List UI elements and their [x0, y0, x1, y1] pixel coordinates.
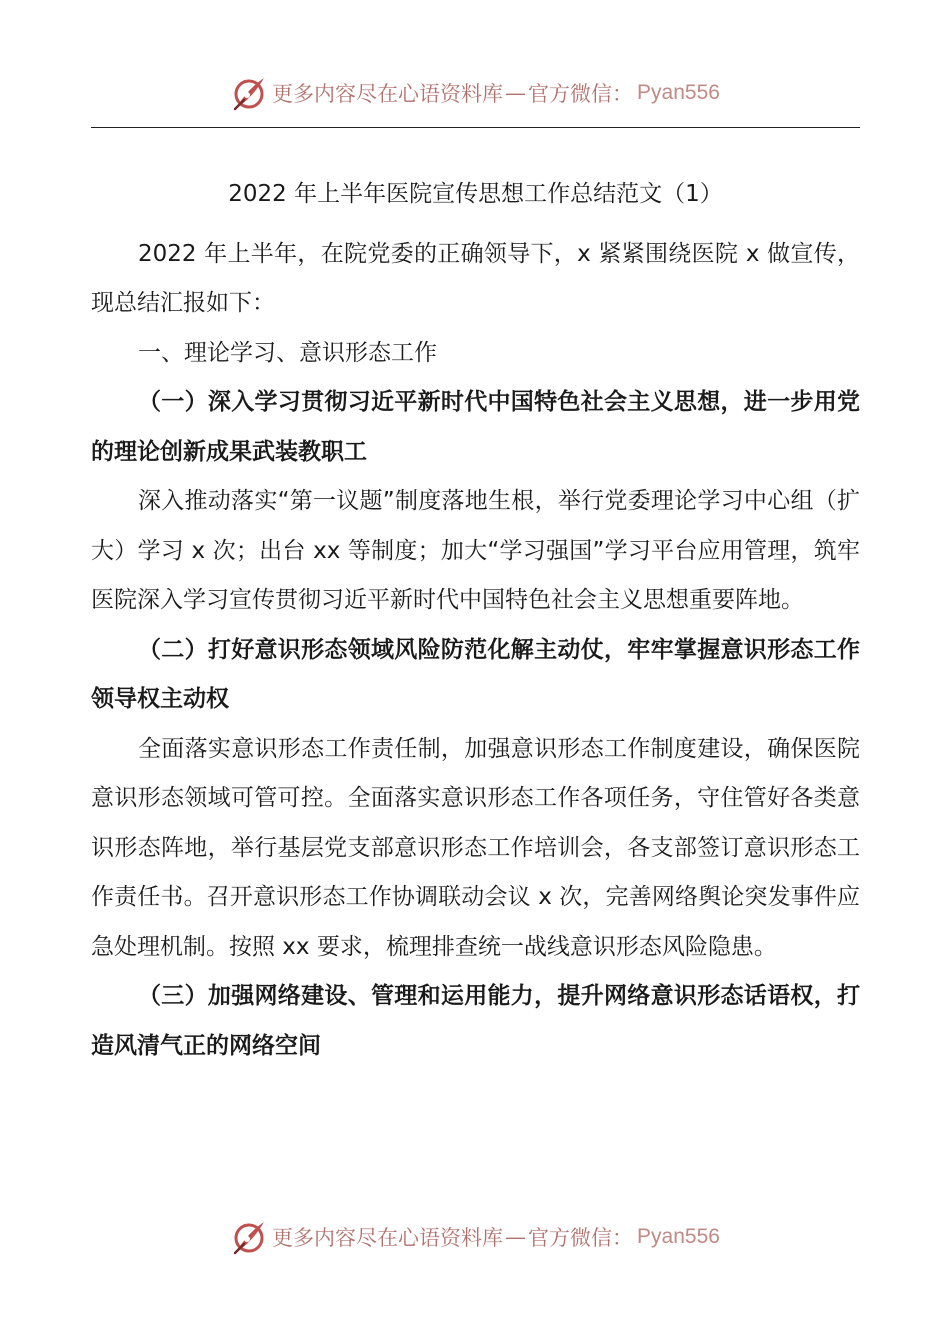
- subsection-1-body: 深入推动落实“第一议题”制度落地生根，举行党委理论学习中心组（扩大）学习 x 次；出台 xx 等制度；加大“学习强国”学习平台应用管理，筑牢医院深入学习宣传贯彻习近平新时代中国特色社会主义思想重要阵地。: [91, 488, 860, 613]
- wechat-id: Pyan556: [637, 81, 720, 104]
- section-1-heading: 一、理论学习、意识形态工作: [138, 339, 437, 366]
- subsection-3-heading: （三）加强网络建设、管理和运用能力，提升网络意识形态话语权，打造风清气正的网络空间: [91, 983, 860, 1059]
- wechat-label: 官方微信：: [528, 1226, 634, 1250]
- header-divider: [91, 127, 860, 128]
- wechat-id: Pyan556: [637, 1225, 720, 1248]
- brand-text: 更多内容尽在心语资料库: [272, 82, 504, 106]
- document-title: 2022 年上半年医院宣传思想工作总结范文（1）: [228, 181, 723, 207]
- intro-paragraph: 2022 年上半年，在院党委的正确领导下，x 紧紧围绕医院 x 做宣传，现总结汇报如下：: [91, 240, 860, 316]
- banner-separator: —: [505, 81, 527, 105]
- quill-logo-icon: [230, 74, 268, 112]
- subsection-1-heading: （一）深入学习贯彻习近平新时代中国特色社会主义思想，进一步用党的理论创新成果武装教职工: [91, 389, 860, 465]
- subsection-2-body: 全面落实意识形态工作责任制，加强意识形态工作制度建设，确保医院意识形态领域可管可控。全面落实意识形态工作各项任务，守住管好各类意识形态阵地，举行基层党支部意识形态工作培训会，各支部签订意识形态工作责任书。召开意识形态工作协调联动会议 x 次，完善网络舆论突发事件应急处理机制。按照 xx 要求，梳理排查统一战线意识形态风险隐患。: [91, 735, 860, 960]
- wechat-label: 官方微信：: [528, 82, 634, 106]
- banner-separator: —: [505, 1225, 527, 1249]
- document-body: [91, 170, 860, 1071]
- brand-text: 更多内容尽在心语资料库: [272, 1226, 504, 1250]
- footer-banner: [0, 1215, 950, 1259]
- subsection-2-heading: （二）打好意识形态领域风险防范化解主动仗，牢牢掌握意识形态工作领导权主动权: [91, 636, 860, 712]
- quill-logo-icon: [230, 1218, 268, 1256]
- header-banner: [0, 71, 950, 115]
